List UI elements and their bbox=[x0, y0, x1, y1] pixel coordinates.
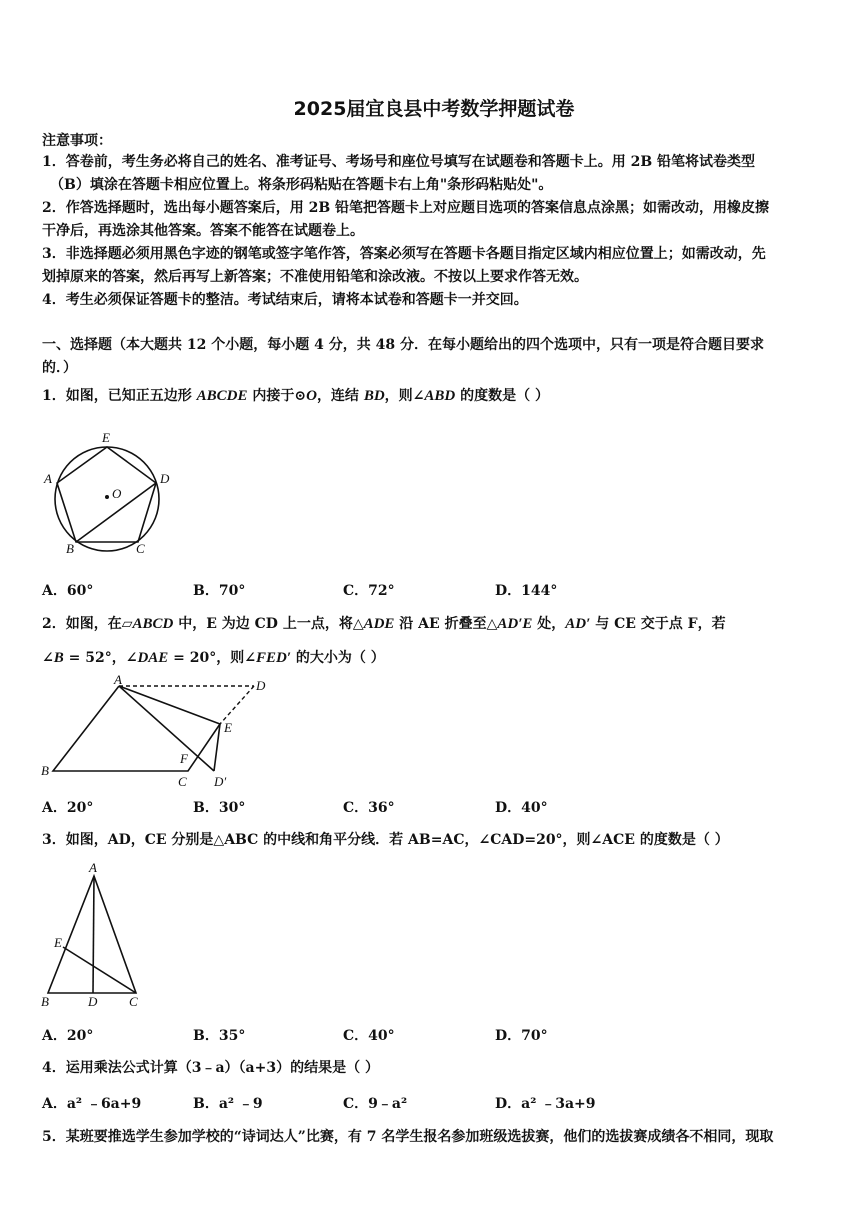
notice-line: 干净后，再选涂其他答案。答案不能答在试题卷上。 bbox=[42, 223, 364, 239]
question-1-text: 1．如图，已知正五边形 ABCDE 内接于⊙O，连结 BD，则∠ABD 的度数是（ ） bbox=[42, 388, 549, 404]
question-1-figure bbox=[40, 425, 180, 560]
question-4-text: 4．运用乘法公式计算（3﹣a）（a+3）的结果是（ ） bbox=[42, 1060, 379, 1076]
notice-line: 2．作答选择题时，选出每小题答案后，用 2B 铅笔把答题卡上对应题目选项的答案信息点涂黑；如需改动，用橡皮擦 bbox=[42, 200, 770, 216]
q2-option-d: D．40° bbox=[495, 800, 548, 816]
q3-option-d: D．70° bbox=[495, 1028, 548, 1044]
q2-option-a: A．20° bbox=[42, 800, 94, 816]
q1-option-d: D．144° bbox=[495, 583, 558, 599]
label-D: D bbox=[88, 994, 98, 1008]
question-2-text-cont: ∠B = 52°，∠DAE = 20°，则∠FED′ 的大小为（ ） bbox=[42, 650, 385, 666]
q1-option-b: B．70° bbox=[193, 583, 246, 599]
section-heading: 一、选择题（本大题共 12 个小题，每小题 4 分，共 48 分．在每小题给出的四个选项中，只有一项是符合题目要求 bbox=[42, 337, 764, 353]
page-title: 2025届宜良县中考数学押题试卷 bbox=[293, 98, 575, 120]
question-2-figure bbox=[38, 674, 278, 794]
label-E: E bbox=[224, 720, 232, 735]
label-O: O bbox=[112, 486, 122, 501]
label-D-prime: D′ bbox=[214, 774, 227, 789]
label-B: B bbox=[66, 541, 74, 556]
q1-option-a: A．60° bbox=[42, 583, 94, 599]
question-3-figure bbox=[36, 858, 156, 1008]
label-B: B bbox=[41, 994, 49, 1008]
label-C: C bbox=[178, 774, 187, 789]
question-2-text: 2．如图，在▱ABCD 中，E 为边 CD 上一点，将△ADE 沿 AE 折叠至△AD′E 处，AD′ 与 CE 交于点 F，若 bbox=[42, 616, 726, 632]
q4-option-c: C．9﹣a² bbox=[343, 1096, 408, 1112]
q3-option-c: C．40° bbox=[343, 1028, 395, 1044]
section-heading-cont: 的．） bbox=[42, 360, 77, 376]
question-5-text: 5．某班要推选学生参加学校的“诗词达人”比赛，有 7 名学生报名参加班级选拔赛，他们的选拔赛成绩各不相同，现取 bbox=[42, 1129, 774, 1145]
question-3-text: 3．如图，AD，CE 分别是△ABC 的中线和角平分线．若 AB=AC，∠CAD=20°，则∠ACE 的度数是（ ） bbox=[42, 832, 729, 848]
label-A: A bbox=[89, 860, 97, 875]
q3-option-a: A．20° bbox=[42, 1028, 94, 1044]
q4-option-a: A．a² ﹣6a+9 bbox=[42, 1096, 142, 1112]
label-E: E bbox=[102, 430, 110, 445]
label-D: D bbox=[256, 678, 266, 693]
q2-option-c: C．36° bbox=[343, 800, 395, 816]
label-D: D bbox=[160, 471, 170, 486]
notice-line: 1．答卷前，考生务必将自己的姓名、准考证号、考场号和座位号填写在试题卷和答题卡上。用 2B 铅笔将试卷类型 bbox=[42, 154, 756, 170]
notice-line: 3．非选择题必须用黑色字迹的钢笔或签字笔作答，答案必须写在答题卡各题目指定区域内相应位置上；如需改动，先 bbox=[42, 246, 766, 262]
label-C: C bbox=[129, 994, 138, 1008]
q2-option-b: B．30° bbox=[193, 800, 246, 816]
notice-line: 划掉原来的答案，然后再写上新答案；不准使用铅笔和涂改液。不按以上要求作答无效。 bbox=[42, 269, 588, 285]
notice-line: 4．考生必须保证答题卡的整洁。考试结束后，请将本试卷和答题卡一并交回。 bbox=[42, 292, 528, 308]
q3-option-b: B．35° bbox=[193, 1028, 246, 1044]
label-A: A bbox=[114, 674, 122, 687]
label-B: B bbox=[41, 763, 49, 778]
notice-heading: 注意事项： bbox=[42, 133, 112, 149]
label-F: F bbox=[180, 751, 188, 766]
q1-option-c: C．72° bbox=[343, 583, 395, 599]
label-C: C bbox=[136, 541, 145, 556]
label-A: A bbox=[44, 471, 52, 486]
q4-option-d: D．a² ﹣3a+9 bbox=[495, 1096, 596, 1112]
q4-option-b: B．a² ﹣9 bbox=[193, 1096, 263, 1112]
notice-line: （B）填涂在答题卡相应位置上。将条形码粘贴在答题卡右上角"条形码粘贴处"。 bbox=[50, 177, 553, 193]
label-E: E bbox=[54, 935, 62, 950]
